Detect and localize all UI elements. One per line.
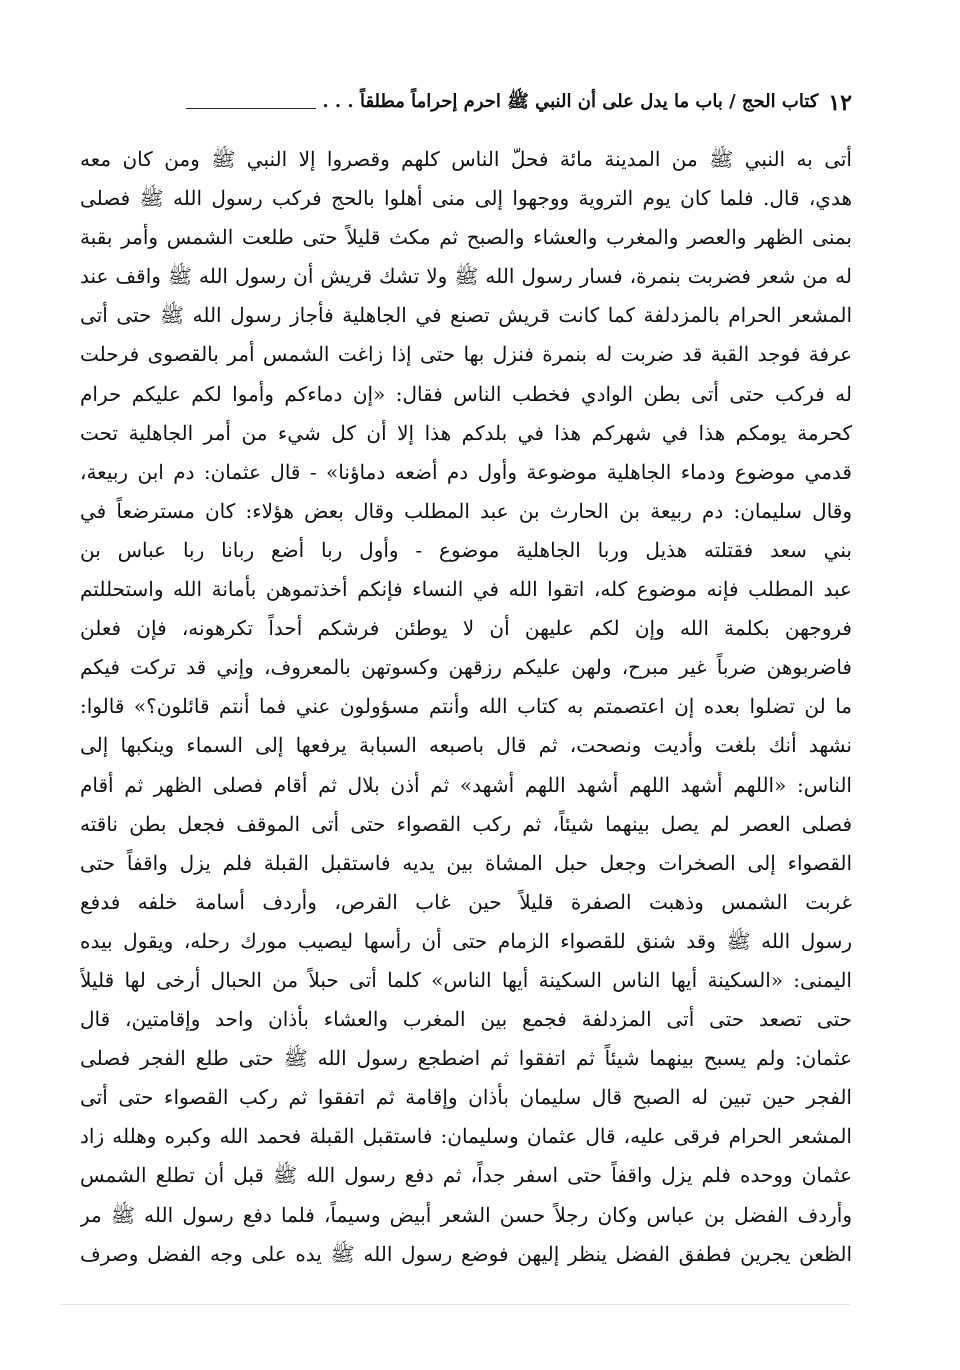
text-line: الناس: «اللهم أشهد اللهم أشهد اللهم أشهد» ثم أذن بلال ثم أقام فصلى الظهر ثم أقام	[80, 772, 852, 797]
body-text	[80, 140, 852, 1274]
text-line: أتى به النبي ﷺ من المدينة مائة فحلّ الناس كلهم وقصروا إلا النبي ﷺ ومن كان معه	[80, 147, 852, 171]
header-rule	[186, 108, 316, 109]
running-title: كتاب الحج / باب ما يدل على أن النبي ﷺ احرم إحراماً مطلقاً . . .	[322, 91, 819, 112]
text-line: ما لن تضلوا بعده إن اعتصمتم به كتاب الله وأنتم مسؤولون عني فما أنتم قائلون؟» قالوا:	[80, 694, 852, 719]
page-header	[80, 80, 852, 116]
text-line: فروجهن بكلمة الله وإن لكم عليهن أن لا يوطئن فرشكم أحداً تكرهونه، فإن فعلن	[80, 616, 852, 641]
text-line: له من شعر فضربت بنمرة، فسار رسول الله ﷺ ولا تشك قريش أن رسول الله ﷺ واقف عند	[80, 264, 852, 289]
text-line: الظعن يجرين فطفق الفضل ينظر إليهن فوضع رسول الله ﷺ يده على وجه الفضل وصرف	[80, 1241, 852, 1266]
text-line: اليمنى: «السكينة أيها الناس السكينة أيها الناس» كلما أتى حبلاً من الحبال أرخى لها قليلاً	[80, 967, 852, 992]
text-line: غربت الشمس وذهبت الصفرة قليلاً حين غاب القرص، وأردف أسامة خلفه فدفع	[80, 889, 852, 914]
text-line: عرفة فوجد القبة قد ضربت له بنمرة فنزل بها حتى إذا زاغت الشمس أمر بالقصوى فرحلت	[80, 342, 852, 367]
text-line: له فركب حتى أتى بطن الوادي فخطب الناس فقال: «إن دماءكم وأموا لكم عليكم حرام	[80, 381, 852, 406]
text-line: هدي، قال. فلما كان يوم التروية ووجهوا إلى منى أهلوا بالحج فركب رسول الله ﷺ فصلى	[80, 186, 852, 211]
text-line: حتى تصعد حتى أتى المزدلفة فجمع بين المغرب والعشاء بأذان واحد وإقامتين، قال	[80, 1007, 852, 1032]
text-line: فصلى العصر لم يصل بينهما شيئاً، ثم ركب القصواء حتى أتى الموقف فجعل بطن ناقته	[80, 811, 852, 836]
text-line: الفجر حين تبين له الصبح قال سليمان بأذان وإقامة ثم اتفقوا ثم ركب القصواء حتى أتى	[80, 1085, 852, 1110]
text-line: عبد المطلب فإنه موضوع كله، اتقوا الله في النساء فإنكم أخذتموهن بأمانة الله واستحللتم	[80, 577, 852, 602]
text-line: القصواء إلى الصخرات وجعل حبل المشاة بين يديه فاستقبل القبلة فلم يزل واقفاً حتى	[80, 850, 852, 875]
page-number: ١٢	[828, 90, 852, 116]
text-line: نشهد أنك بلغت وأديت ونصحت، ثم قال باصبعه السبابة يرفعها إلى السماء وينكبها إلى	[80, 733, 852, 758]
text-line: كحرمة يومكم هذا في شهركم هذا في بلدكم هذا إلا أن كل شيء من أمر الجاهلية تحت	[80, 420, 852, 445]
text-line: عثمان ووحده فلم يزل واقفاً حتى اسفر جداً، ثم دفع رسول الله ﷺ قبل أن تطلع الشمس	[80, 1163, 852, 1188]
text-line: بني سعد فقتلته هذيل وربا الجاهلية موضوع - وأول ربا أضع ربانا ربا عباس بن	[80, 537, 852, 562]
text-line: بمنى الظهر والعصر والمغرب والعشاء والصبح ثم مكث قليلاً حتى طلعت الشمس وأمر بقبة	[80, 225, 852, 250]
text-line: وأردف الفضل بن عباس وكان رجلاً حسن الشعر أبيض وسيماً، فلما دفع رسول الله ﷺ مر	[80, 1202, 852, 1227]
text-line: وقال سليمان: دم ربيعة بن الحارث بن عبد المطلب وقال بعض هؤلاء: كان مسترضعاً في	[80, 498, 852, 523]
text-line: فاضربوهن ضرباً غير مبرح، ولهن عليكم رزقهن وكسوتهن بالمعروف، وإني قد تركت فيكم	[80, 655, 852, 680]
text-line: عثمان: ولم يسبح بينهما شيئاً ثم اتفقوا ثم اضطجع رسول الله ﷺ حتى طلع الفجر فصلى	[80, 1046, 852, 1071]
text-line: المشعر الحرام فرقى عليه، قال عثمان وسليمان: فاستقبل القبلة فحمد الله وكبره وهلله زاد	[80, 1124, 852, 1149]
text-line: المشعر الحرام بالمزدلفة كما كانت قريش تصنع في الجاهلية فأجاز رسول الله ﷺ حتى أتى	[80, 303, 852, 328]
page-bottom-edge	[60, 1304, 850, 1305]
text-line: رسول الله ﷺ وقد شنق للقصواء الزمام حتى أن رأسها ليصيب مورك رحله، ويقول بيده	[80, 928, 852, 953]
text-line: قدمي موضوع ودماء الجاهلية موضوعة وأول دم أضعه دماؤنا» - قال عثمان: دم ابن ربيعة،	[80, 459, 852, 484]
